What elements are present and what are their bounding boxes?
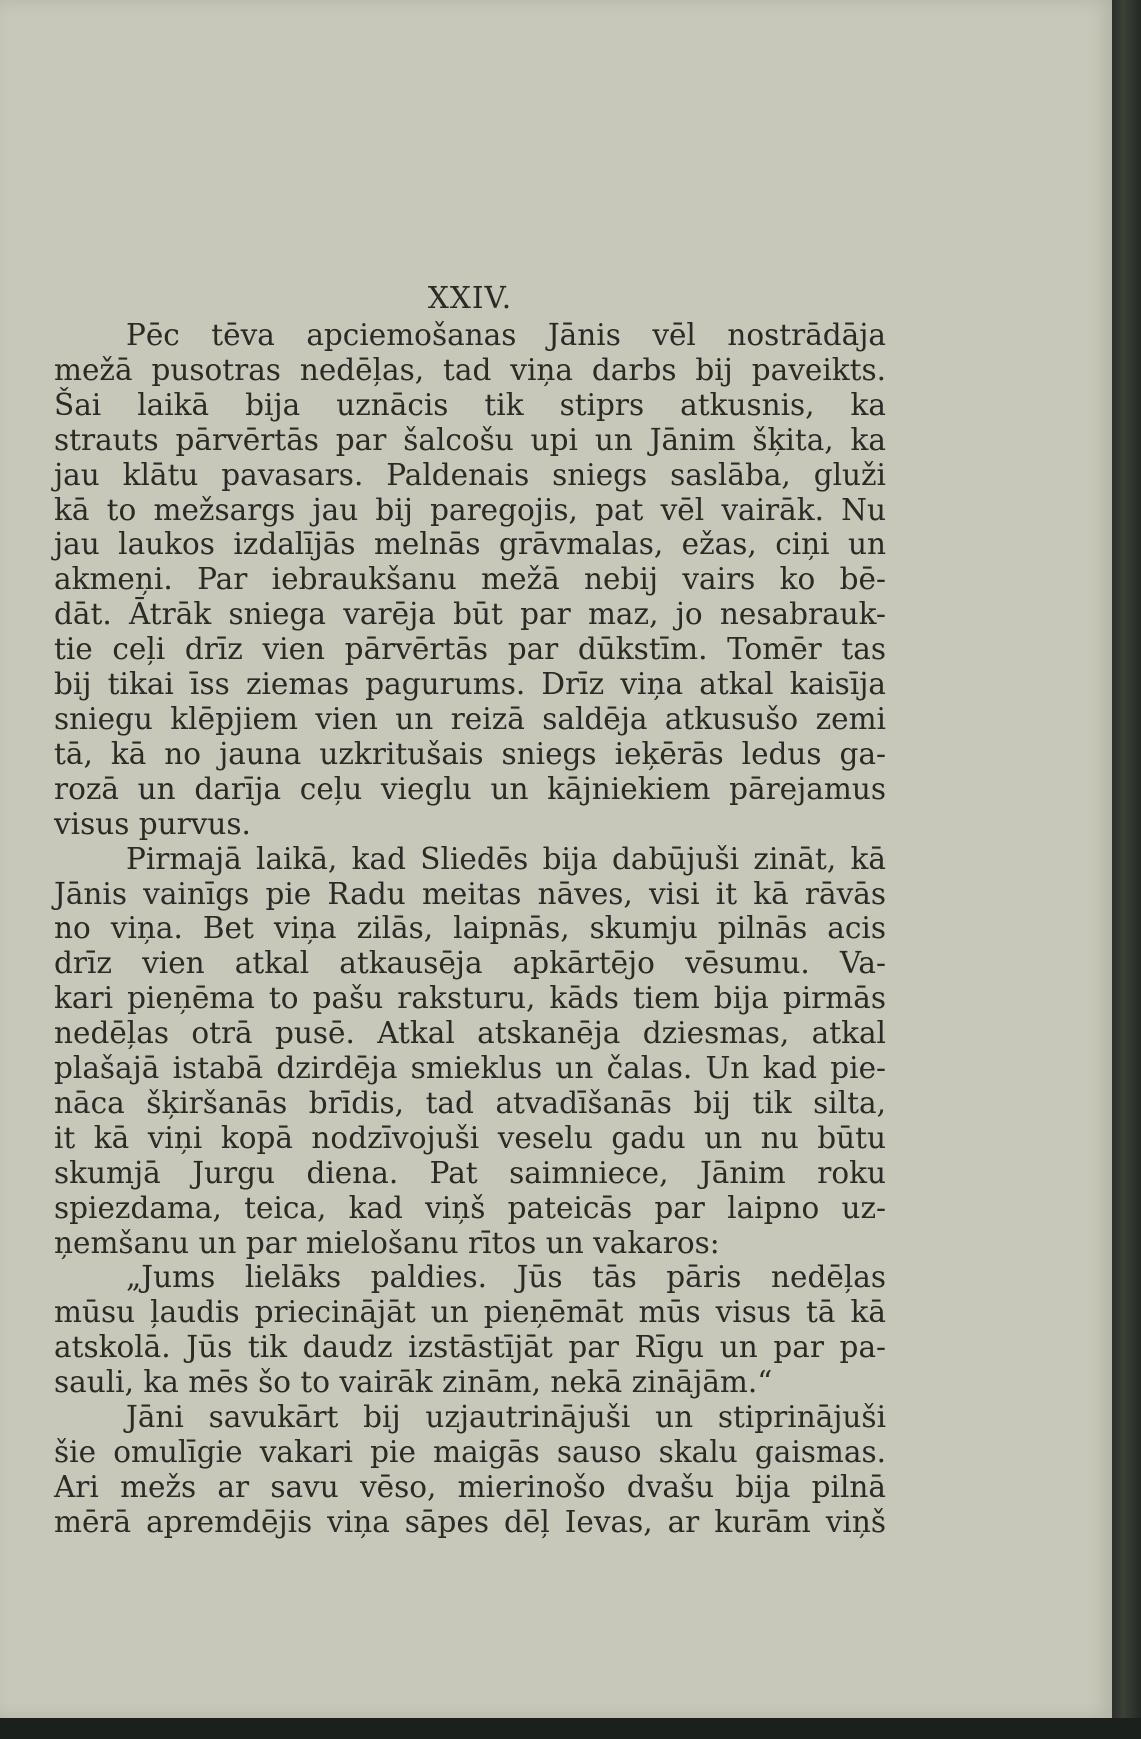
text-line: ņemšanu un par mielošanu rītos un vakaros:	[54, 1225, 720, 1260]
text-line: nedēļas otrā pusē. Atkal atskanēja dziesmas, atkal	[54, 1016, 886, 1051]
page-edge-bottom	[0, 1718, 1141, 1739]
text-line: Šai laikā bija uznācis tik stiprs atkusnis, ka	[54, 387, 886, 422]
text-line: rozā un darīja ceļu vieglu un kājniekiem pārejamus	[54, 771, 886, 806]
text-line: dāt. Ātrāk sniega varēja būt par maz, jo nesabrauk-	[54, 597, 886, 632]
text-line: nāca šķiršanās brīdis, tad atvadīšanās bij tik silta,	[54, 1085, 886, 1120]
text-line: jau laukos izdalījās melnās grāvmalas, ežas, ciņi un	[54, 527, 886, 562]
text-line: akmeņi. Par iebraukšanu mežā nebij vairs ko bē-	[54, 562, 886, 597]
text-line: kari pieņēma to pašu raksturu, kāds tiem bija pirmās	[54, 981, 886, 1016]
text-block	[54, 280, 886, 1540]
chapter-heading: XXIV.	[427, 281, 513, 315]
text-line: kā to mežsargs jau bij paregojis, pat vēl vairāk. Nu	[54, 492, 886, 527]
text-line: bij tikai īss ziemas pagurums. Drīz viņa atkal kaisīja	[54, 667, 886, 702]
text-line: Ari mežs ar savu vēso, mierinošo dvašu bija pilnā	[54, 1469, 886, 1504]
text-line: Pēc tēva apciemošanas Jānis vēl nostrādāja	[126, 318, 886, 352]
text-line: strauts pārvērtās par šalcošu upi un Jānim šķita, ka	[54, 422, 886, 457]
text-line: Jānis vainīgs pie Radu meitas nāves, visi it kā rāvās	[54, 876, 886, 911]
text-line: tie ceļi drīz vien pārvērtās par dūkstīm. Tomēr tas	[54, 632, 886, 667]
text-line: spiezdama, teica, kad viņš pateicās par laipno uz-	[54, 1190, 886, 1225]
text-line: Pirmajā laikā, kad Sliedēs bija dabūjuši zināt, kā	[126, 841, 886, 876]
text-line: plašajā istabā dzirdēja smieklus un čalas. Un kad pie-	[54, 1051, 886, 1086]
text-line: sauli, ka mēs šo to vairāk zinām, nekā zinājām.“	[54, 1365, 773, 1400]
text-line: drīz vien atkal atkausēja apkārtējo vēsumu. Va-	[54, 946, 886, 981]
text-line: skumjā Jurgu diena. Pat saimniece, Jānim roku	[54, 1155, 886, 1190]
text-line: no viņa. Bet viņa zilās, laipnās, skumju pilnās acis	[54, 911, 886, 946]
text-line: Jāni savukārt bij uzjautrinājuši un stiprinājuši	[126, 1400, 886, 1435]
text-line: atskolā. Jūs tik daudz izstāstījāt par Rīgu un par pa-	[54, 1330, 886, 1365]
text-line: tā, kā no jauna uzkritušais sniegs ieķērās ledus ga-	[54, 736, 886, 771]
text-line: mežā pusotras nedēļas, tad viņa darbs bij paveikts.	[54, 352, 886, 387]
text-line: it kā viņi kopā nodzīvojuši veselu gadu un nu būtu	[54, 1120, 886, 1155]
text-line: sniegu klēpjiem vien un reizā saldēja atkusušo zemi	[54, 701, 886, 736]
page-edge-right	[1112, 0, 1141, 1739]
text-line: šie omulīgie vakari pie maigās sauso skalu gaismas.	[54, 1435, 886, 1469]
text-line: visus purvus.	[54, 806, 251, 841]
text-line: „Jums lielāks paldies. Jūs tās pāris nedēļas	[126, 1260, 886, 1295]
text-line: mērā apremdējis viņa sāpes dēļ Ievas, ar kurām viņš	[54, 1504, 886, 1539]
body-text	[54, 318, 886, 1540]
text-line: jau klātu pavasars. Paldenais sniegs saslāba, gluži	[54, 457, 886, 492]
text-line: mūsu ļaudis priecinājāt un pieņēmāt mūs visus tā kā	[54, 1295, 886, 1330]
